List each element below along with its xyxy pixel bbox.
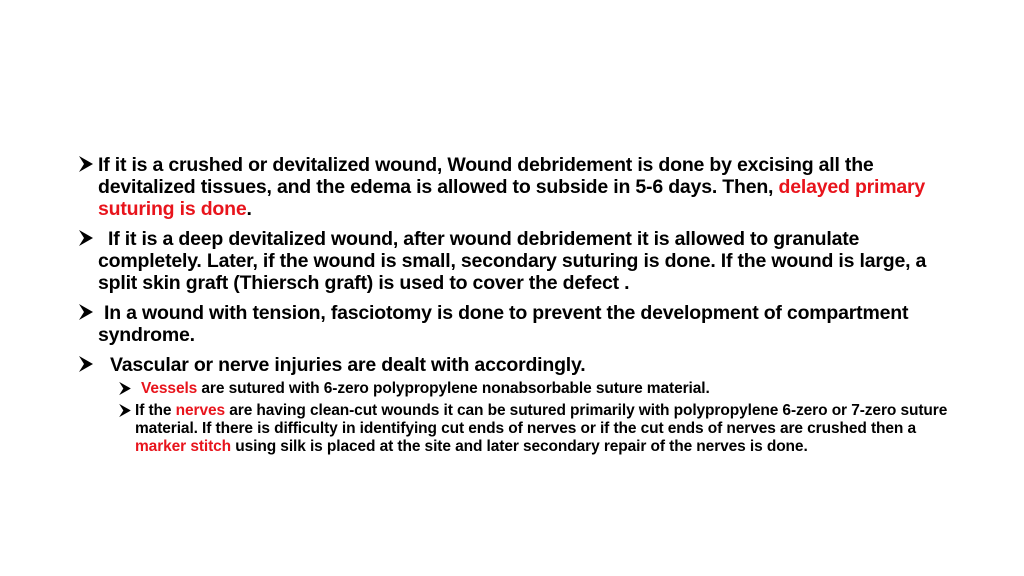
highlight-marker-stitch: marker stitch bbox=[135, 438, 232, 455]
bullet-tension-wound bbox=[78, 302, 958, 346]
arrow-bullet-icon bbox=[78, 229, 94, 247]
sub-bullet-text: are sutured with 6-zero polypropylene nonabsorbable suture material. bbox=[197, 380, 710, 397]
bullet-crushed-wound bbox=[78, 154, 958, 220]
bullet-text: If it is a crushed or devitalized wound, Wound debridement is done by excising all the devitalized tissues, and the edema is allowed to subside in 5-6 days. Then, bbox=[98, 154, 874, 198]
slide-content bbox=[78, 154, 958, 460]
bullet-trail: . bbox=[246, 198, 252, 220]
bullet-text: If it is a deep devitalized wound, after wound debridement it is allowed to granulate completely. Later, if the wound is small, secondary suturing is done. If the wound is large, a split skin graft (Thiersch graft) is used to cover the defect . bbox=[98, 228, 927, 294]
arrow-bullet-icon bbox=[118, 403, 132, 418]
highlight-delayed-suturing: delayed primary suturing is done bbox=[98, 176, 926, 220]
bullet-text: Vascular or nerve injuries are dealt with accordingly. bbox=[110, 354, 586, 376]
arrow-bullet-icon bbox=[78, 155, 94, 173]
sub-bullet-rest: using silk is placed at the site and later secondary repair of the nerves is done. bbox=[231, 438, 808, 455]
highlight-vessels: Vessels bbox=[141, 380, 198, 397]
sub-bullet-vessels bbox=[78, 380, 958, 398]
arrow-bullet-icon bbox=[118, 381, 132, 396]
bullet-vascular-nerve bbox=[78, 354, 958, 376]
arrow-bullet-icon bbox=[78, 355, 94, 373]
sub-bullet-middle: are having clean-cut wounds it can be sutured primarily with polypropylene 6-zero or 7-zero suture material. If there is difficulty in identifying cut ends of nerves or if the cut ends of nerves are crushed then a bbox=[135, 402, 948, 437]
sub-bullet-lead: If the bbox=[135, 402, 176, 419]
highlight-nerves: nerves bbox=[175, 402, 226, 419]
bullet-deep-wound bbox=[78, 228, 958, 294]
bullet-text: In a wound with tension, fasciotomy is done to prevent the development of compartment syndrome. bbox=[98, 302, 909, 346]
sub-bullet-nerves bbox=[78, 402, 958, 456]
arrow-bullet-icon bbox=[78, 303, 94, 321]
